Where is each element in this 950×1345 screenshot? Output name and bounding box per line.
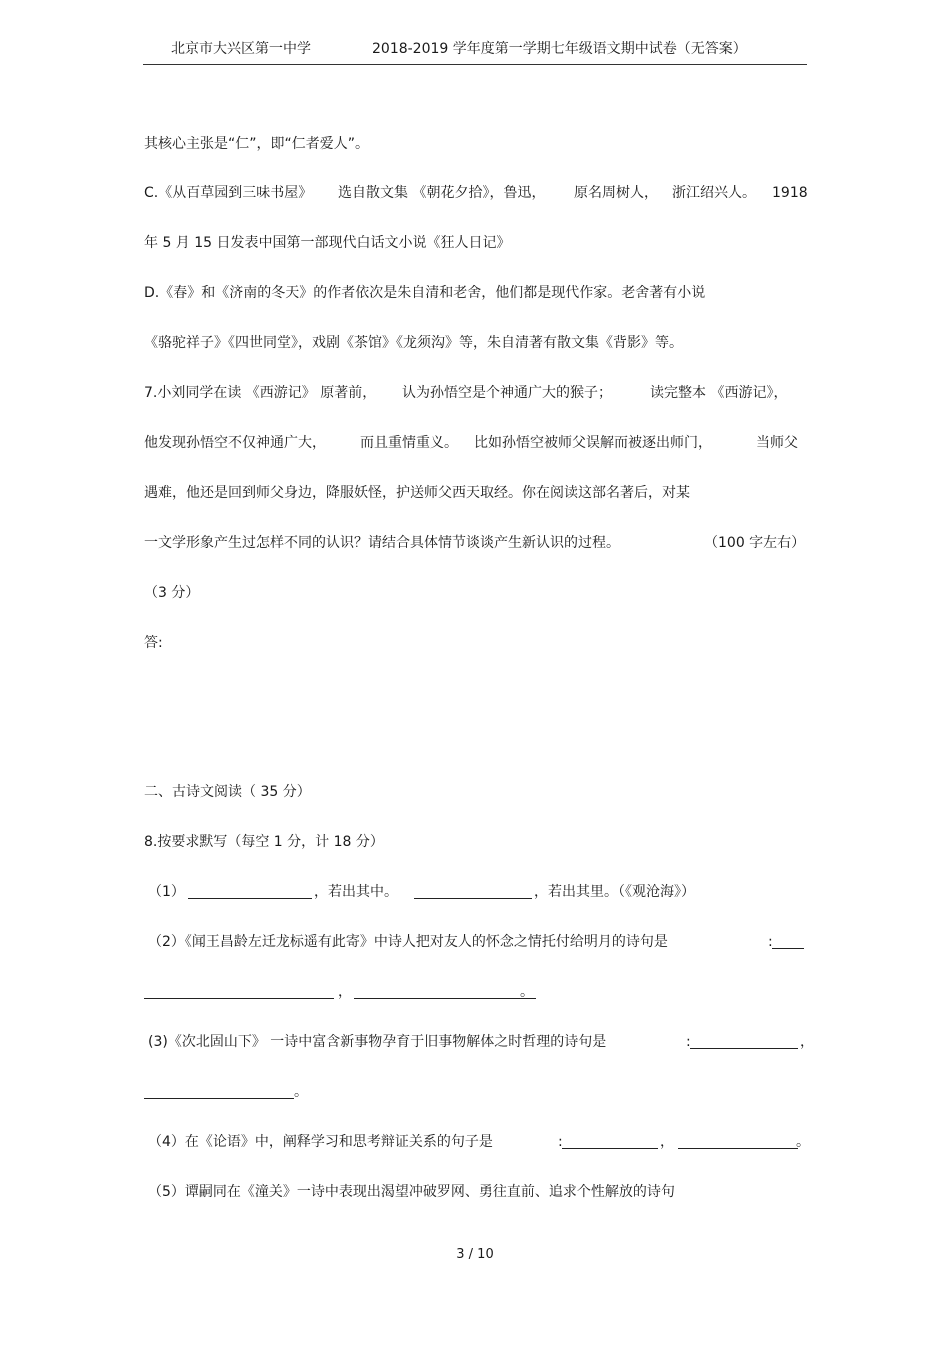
question-8-5: （5）谭嗣同在《潼关》一诗中表现出渴望冲破罗网、勇往直前、追求个性解放的诗句 — [148, 1184, 675, 1200]
section-2-heading: 二、古诗文阅读（ 35 分） — [144, 784, 311, 800]
answer-label: 答: — [144, 635, 163, 651]
answer-blank[interactable] — [562, 1134, 658, 1149]
document-page: 北京市大兴区第一中学 2018-2019 学年度第一学期七年级语文期中试卷（无答案） 其核心主张是“仁”，即“仁者爱人”。 C.《从百草园到三味书屋》 选自散文集 《朝花夕拾》，鲁迅， 原名周树人， 浙江绍兴人。 1918 年 5 月 15 日发表中国第一部现代白话文小说《狂人日记》 D.《春》和《济南的冬天》的作者依次是朱自清和老舍，他们都是现代作家。老舍著有小说 《骆驼祥子》《四世同堂》，戏剧《茶馆》《龙须沟》等，朱自清著有散文集《背影》等。 7.小刘同学在读 《西游记》 原著前， 认为孙悟空是个神通广大的猴子； 读完整本 《西游记》， 他发现孙悟空不仅神通广大， 而且重情重义。 比如孙悟空被师父误解而被逐出师门， 当师父 遇难，他还是回到师父身边，降服妖怪，护送师父西天取经。你在阅读这部名著后，对某 一文学形象产生过怎样不同的认识？请结合具体情节谈谈产生新认识的过程。 （100 字左右） （3 分） 答: 二、古诗文阅读（ 35 分） 8.按要求默写（每空 1 分，计 18 分） （1） ，若出其中。 ，若出其里。（《观沧海》） （2）《闻王昌龄左迁龙标遥有此寄》中诗人把对友人的怀念之情托付给明月的诗句是 : ， 。 (3)《次北固山下》 一诗中富含新事物孕育于旧事物解体之时哲理的诗句是 : ， 。 （4）在《论语》中，阐释学习和思考辩证关系的句子是 : ， 。 （5）谭嗣同在《潼关》一诗中表现出渴望冲破罗网、勇往直前、追求个性解放的诗句 3 / 10 — [0, 0, 950, 1345]
answer-blank[interactable] — [144, 984, 334, 999]
answer-blank[interactable] — [354, 984, 536, 999]
option-d-line: D.《春》和《济南的冬天》的作者依次是朱自清和老舍，他们都是现代作家。老舍著有小说 — [144, 285, 706, 301]
page-header — [143, 38, 807, 62]
page-number: 3 / 10 — [456, 1247, 494, 1262]
answer-blank[interactable] — [414, 884, 532, 899]
header-divider — [143, 64, 807, 65]
text-line: 遇难，他还是回到师父身边，降服妖怪，护送师父西天取经。你在阅读这部名著后，对某 — [144, 485, 690, 501]
header-school: 北京市大兴区第一中学 — [171, 41, 311, 57]
text-line: （3 分） — [144, 585, 200, 601]
answer-blank[interactable] — [772, 934, 804, 949]
answer-blank[interactable] — [678, 1134, 798, 1149]
header-exam-title: 2018-2019 学年度第一学期七年级语文期中试卷（无答案） — [372, 41, 747, 57]
question-8-heading: 8.按要求默写（每空 1 分，计 18 分） — [144, 834, 384, 850]
answer-blank[interactable] — [144, 1084, 294, 1099]
text-line: 其核心主张是“仁”，即“仁者爱人”。 — [144, 136, 370, 152]
text-line: 《骆驼祥子》《四世同堂》，戏剧《茶馆》《龙须沟》等，朱自清著有散文集《背影》等。 — [144, 335, 683, 351]
answer-blank[interactable] — [690, 1034, 798, 1049]
answer-blank[interactable] — [188, 884, 312, 899]
text-line: 年 5 月 15 日发表中国第一部现代白话文小说《狂人日记》 — [144, 235, 511, 251]
